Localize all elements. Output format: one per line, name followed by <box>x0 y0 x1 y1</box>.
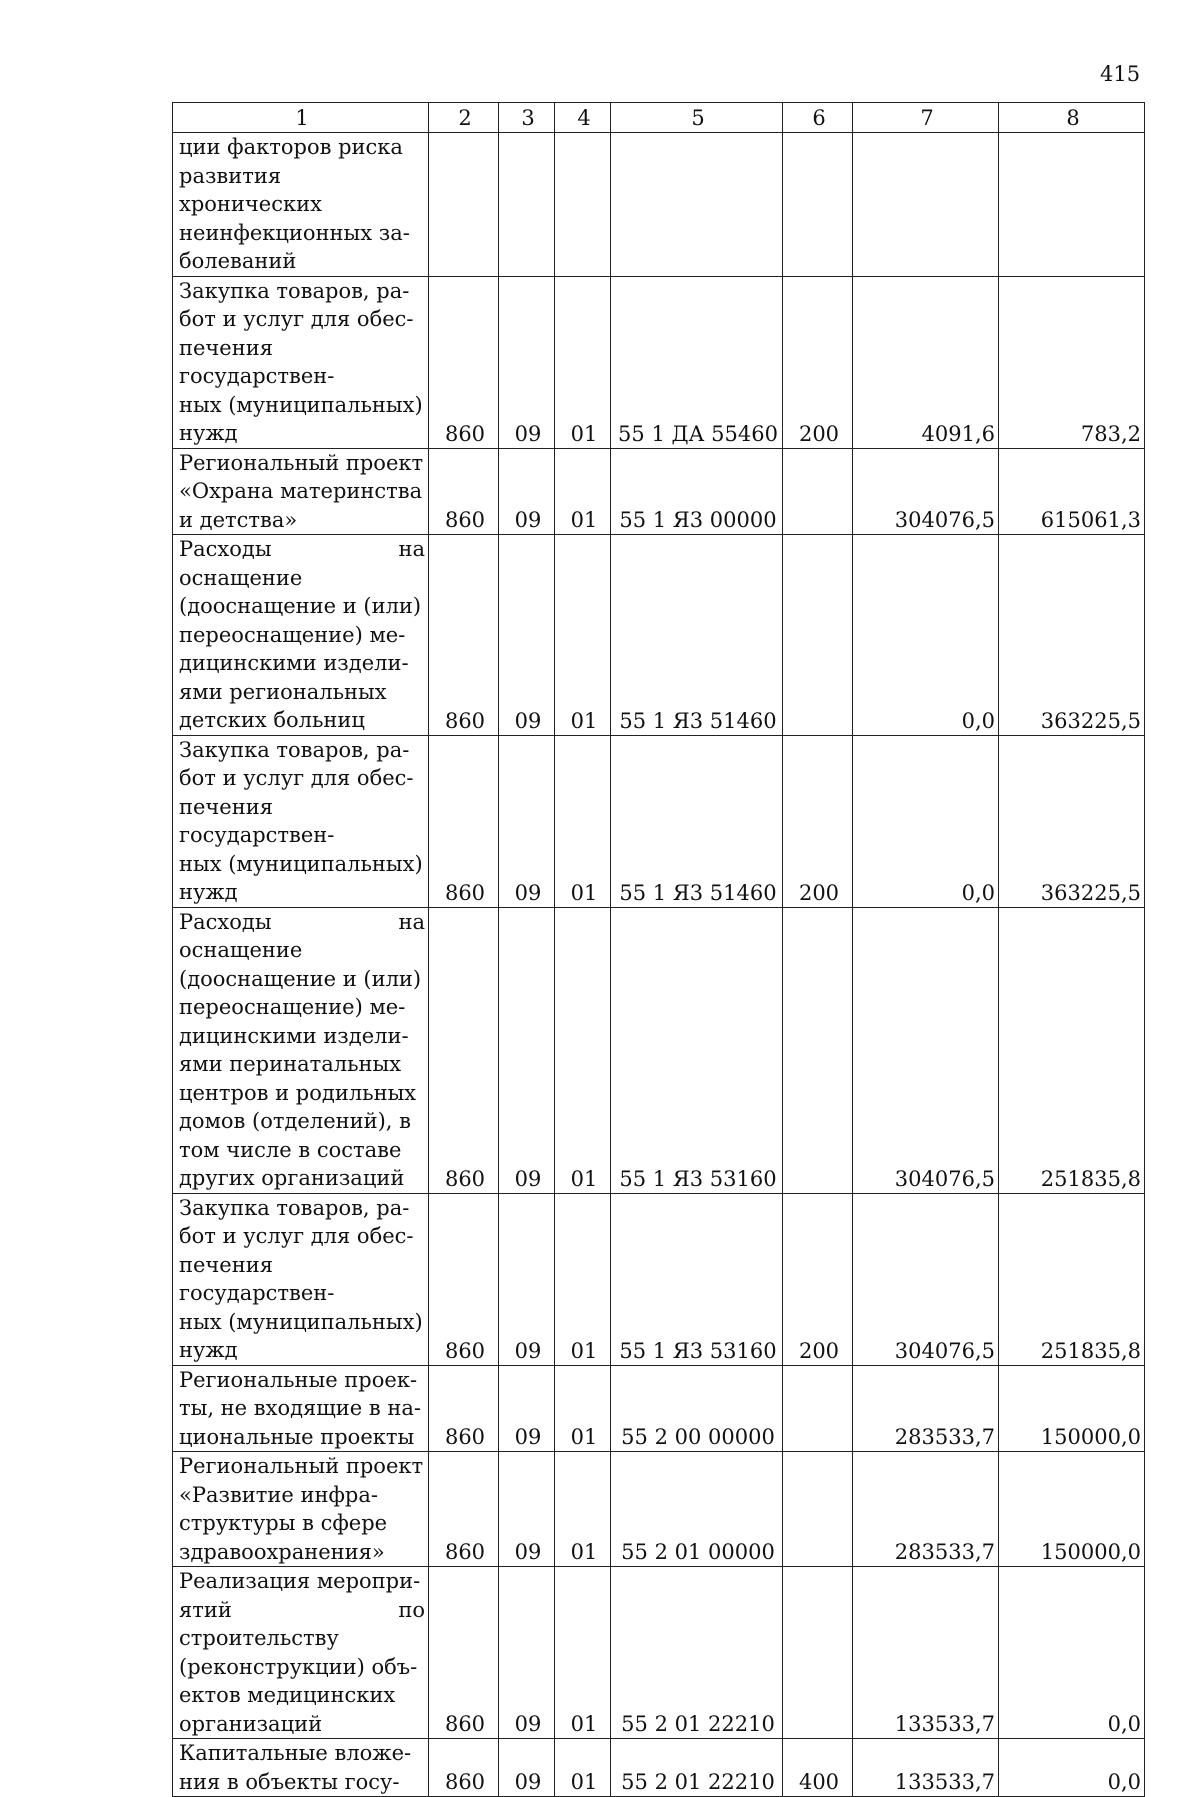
cell-col3: 09 <box>499 1567 555 1739</box>
cell-col8: 783,2 <box>999 276 1145 448</box>
header-cell-1: 1 <box>173 103 429 133</box>
cell-col8: 615061,3 <box>999 448 1145 535</box>
header-cell-2: 2 <box>429 103 499 133</box>
cell-col8: 0,0 <box>999 1739 1145 1797</box>
row-description: Закупка товаров, ра- бот и услуг для обес- печения государствен- ных (муниципальных) нужд <box>173 276 429 448</box>
cell-col4 <box>555 133 611 277</box>
table-row <box>173 907 1145 1193</box>
cell-col7: 0,0 <box>853 735 999 907</box>
cell-col2: 860 <box>429 907 499 1193</box>
cell-col4: 01 <box>555 276 611 448</box>
cell-col7: 133533,7 <box>853 1567 999 1739</box>
cell-col3: 09 <box>499 907 555 1193</box>
cell-col2: 860 <box>429 1193 499 1365</box>
cell-col3 <box>499 133 555 277</box>
cell-col6: 200 <box>783 1193 853 1365</box>
cell-col7: 133533,7 <box>853 1739 999 1797</box>
cell-col6 <box>783 1452 853 1567</box>
cell-col2: 860 <box>429 276 499 448</box>
table-row <box>173 1193 1145 1365</box>
cell-col8: 251835,8 <box>999 907 1145 1193</box>
cell-col8: 150000,0 <box>999 1452 1145 1567</box>
table-row <box>173 1365 1145 1452</box>
cell-col8: 363225,5 <box>999 535 1145 736</box>
cell-col5: 55 1 Я3 51460 <box>611 535 783 736</box>
cell-col7: 304076,5 <box>853 448 999 535</box>
cell-col5: 55 1 Я3 53160 <box>611 907 783 1193</box>
row-description: Расходы на оснащение (дооснащение и (или) переоснащение) ме- дицинскими издели- ями перинатальных центров и родильных домов (отделений), в том числе в составе других организаций <box>173 907 429 1193</box>
cell-col8: 150000,0 <box>999 1365 1145 1452</box>
cell-col8 <box>999 133 1145 277</box>
cell-col5: 55 2 01 22210 <box>611 1567 783 1739</box>
table-row <box>173 1567 1145 1739</box>
cell-col5: 55 1 Я3 00000 <box>611 448 783 535</box>
cell-col6: 200 <box>783 735 853 907</box>
cell-col6 <box>783 448 853 535</box>
cell-col7 <box>853 133 999 277</box>
row-description: Региональный проект «Развитие инфра- структуры в сфере здравоохранения» <box>173 1452 429 1567</box>
cell-col6 <box>783 1567 853 1739</box>
table-row <box>173 1739 1145 1797</box>
cell-col2: 860 <box>429 1739 499 1797</box>
budget-table <box>172 102 1145 1797</box>
row-description: Региональные проек- ты, не входящие в на- циональные проекты <box>173 1365 429 1452</box>
cell-col7: 0,0 <box>853 535 999 736</box>
cell-col7: 283533,7 <box>853 1365 999 1452</box>
cell-col8: 251835,8 <box>999 1193 1145 1365</box>
cell-col8: 363225,5 <box>999 735 1145 907</box>
row-description: Расходы на оснащение (дооснащение и (или) переоснащение) ме- дицинскими издели- ями региональных детских больниц <box>173 535 429 736</box>
cell-col4: 01 <box>555 448 611 535</box>
cell-col6 <box>783 907 853 1193</box>
cell-col3: 09 <box>499 1193 555 1365</box>
cell-col7: 4091,6 <box>853 276 999 448</box>
header-cell-5: 5 <box>611 103 783 133</box>
row-description: Закупка товаров, ра- бот и услуг для обес- печения государствен- ных (муниципальных) нужд <box>173 735 429 907</box>
cell-col5: 55 2 00 00000 <box>611 1365 783 1452</box>
table-row <box>173 133 1145 277</box>
cell-col2 <box>429 133 499 277</box>
cell-col3: 09 <box>499 276 555 448</box>
cell-col7: 283533,7 <box>853 1452 999 1567</box>
table-row <box>173 1452 1145 1567</box>
header-cell-6: 6 <box>783 103 853 133</box>
header-cell-4: 4 <box>555 103 611 133</box>
header-cell-3: 3 <box>499 103 555 133</box>
row-description: Закупка товаров, ра- бот и услуг для обес- печения государствен- ных (муниципальных) нужд <box>173 1193 429 1365</box>
cell-col3: 09 <box>499 1365 555 1452</box>
cell-col4: 01 <box>555 907 611 1193</box>
cell-col2: 860 <box>429 735 499 907</box>
row-description: Региональный проект «Охрана материнства и детства» <box>173 448 429 535</box>
row-description: Капитальные вложе- ния в объекты госу- <box>173 1739 429 1797</box>
cell-col4: 01 <box>555 1567 611 1739</box>
table-row <box>173 535 1145 736</box>
cell-col7: 304076,5 <box>853 1193 999 1365</box>
cell-col8: 0,0 <box>999 1567 1145 1739</box>
cell-col2: 860 <box>429 1452 499 1567</box>
cell-col7: 304076,5 <box>853 907 999 1193</box>
cell-col2: 860 <box>429 448 499 535</box>
cell-col2: 860 <box>429 1567 499 1739</box>
cell-col6 <box>783 133 853 277</box>
cell-col5: 55 1 ДА 55460 <box>611 276 783 448</box>
cell-col3: 09 <box>499 735 555 907</box>
cell-col3: 09 <box>499 448 555 535</box>
cell-col3: 09 <box>499 535 555 736</box>
cell-col3: 09 <box>499 1739 555 1797</box>
cell-col5: 55 1 Я3 53160 <box>611 1193 783 1365</box>
row-description: ции факторов риска развития хронических неинфекционных за- болеваний <box>173 133 429 277</box>
table-row <box>173 276 1145 448</box>
cell-col3: 09 <box>499 1452 555 1567</box>
table-row <box>173 735 1145 907</box>
cell-col6 <box>783 535 853 736</box>
cell-col2: 860 <box>429 1365 499 1452</box>
cell-col5: 55 2 01 00000 <box>611 1452 783 1567</box>
table-row <box>173 448 1145 535</box>
cell-col5: 55 1 Я3 51460 <box>611 735 783 907</box>
row-description: Реализация меропри- ятий по строительству (реконструкции) объ- ектов медицинских организаций <box>173 1567 429 1739</box>
cell-col4: 01 <box>555 735 611 907</box>
page-number: 415 <box>1100 62 1141 86</box>
header-row <box>173 103 1145 133</box>
cell-col6: 200 <box>783 276 853 448</box>
header-cell-7: 7 <box>853 103 999 133</box>
cell-col4: 01 <box>555 535 611 736</box>
cell-col6: 400 <box>783 1739 853 1797</box>
cell-col4: 01 <box>555 1739 611 1797</box>
cell-col6 <box>783 1365 853 1452</box>
cell-col5: 55 2 01 22210 <box>611 1739 783 1797</box>
cell-col2: 860 <box>429 535 499 736</box>
cell-col5 <box>611 133 783 277</box>
cell-col4: 01 <box>555 1365 611 1452</box>
header-cell-8: 8 <box>999 103 1145 133</box>
cell-col4: 01 <box>555 1193 611 1365</box>
cell-col4: 01 <box>555 1452 611 1567</box>
